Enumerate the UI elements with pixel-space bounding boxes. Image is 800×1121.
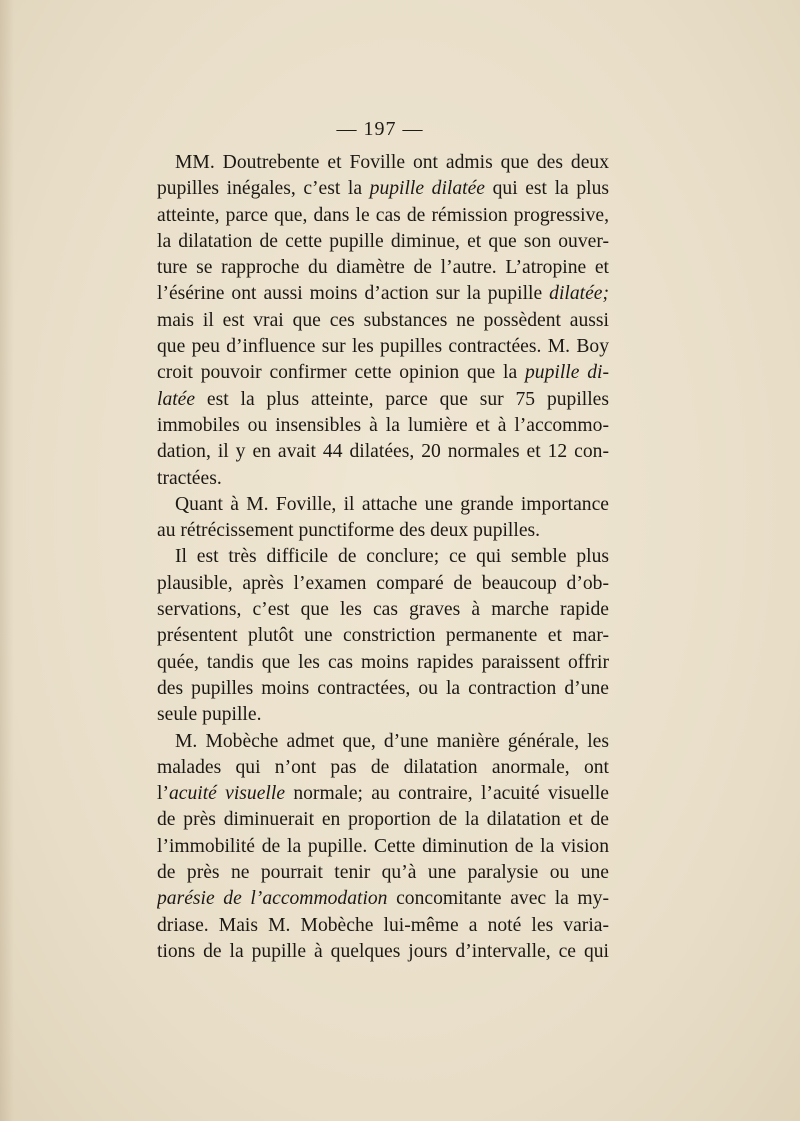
text-segment: Quant à M. Foville, il attache une grande importance — [175, 493, 609, 515]
text-segment: l’ — [157, 783, 169, 805]
text-segment: l’immobilité de la pupille. Cette diminution de la vision — [157, 835, 609, 857]
text-segment: de près ne pourrait tenir qu’à une paralysie ou une — [157, 862, 609, 884]
text-line — [157, 702, 609, 728]
text-segment: croit pouvoir confirmer cette opinion que la — [157, 362, 525, 384]
text-line — [157, 150, 609, 176]
text-segment: quée, tandis que les cas moins rapides paraissent offrir — [157, 651, 609, 673]
text-line — [157, 860, 609, 886]
text-line — [157, 650, 609, 676]
text-line — [157, 308, 609, 334]
text-line — [157, 439, 609, 465]
text-segment: normale; au contraire, l’acuité visuelle — [285, 783, 609, 805]
text-segment: est la plus atteinte, parce que sur 75 pupilles — [195, 388, 609, 410]
text-line — [157, 387, 609, 413]
text-line — [157, 281, 609, 307]
text-line — [157, 913, 609, 939]
text-segment: malades qui n’ont pas de dilatation anormale, ont — [157, 756, 609, 778]
text-line — [157, 518, 609, 544]
italic-text: latée — [157, 388, 196, 410]
text-line — [157, 229, 609, 255]
text-line — [157, 203, 609, 229]
text-line — [157, 255, 609, 281]
text-line — [157, 781, 609, 807]
text-segment: l’ésérine ont aussi moins d’action sur la pupille — [157, 283, 550, 305]
text-segment: au rétrécissement punctiforme des deux pupilles. — [157, 520, 541, 542]
italic-text: pupille di- — [525, 362, 609, 384]
text-line — [157, 544, 609, 570]
text-line — [157, 729, 609, 755]
text-segment: de près diminuerait en proportion de la dilatation et de — [157, 809, 609, 831]
text-line — [157, 334, 609, 360]
text-segment: M. Mobèche admet que, d’une manière générale, les — [175, 730, 609, 752]
text-line — [157, 755, 609, 781]
text-segment: immobiles ou insensibles à la lumière et à l’accommo- — [157, 414, 609, 436]
text-segment: tractées. — [157, 467, 222, 489]
text-line — [157, 597, 609, 623]
text-line — [157, 413, 609, 439]
text-line — [157, 176, 609, 202]
text-line — [157, 676, 609, 702]
text-line — [157, 623, 609, 649]
page-edge-shadow — [0, 0, 14, 1121]
text-segment: servations, c’est que les cas graves à marche rapide — [157, 599, 609, 621]
text-line — [157, 939, 609, 965]
text-segment: driase. Mais M. Mobèche lui-même a noté les varia- — [157, 914, 609, 936]
italic-text: pupille dilatée — [369, 178, 485, 200]
text-segment: Il est très difficile de conclure; ce qui semble plus — [175, 546, 609, 568]
italic-text: acuité visuelle — [168, 783, 286, 805]
body-text — [157, 150, 609, 965]
text-segment: la dilatation de cette pupille diminue, et que son ouver- — [157, 230, 609, 252]
text-segment: mais il est vrai que ces substances ne possèdent aussi — [157, 309, 609, 331]
italic-text: dilatée; — [549, 283, 609, 305]
text-segment: ture se rapproche du diamètre de l’autre. L’atropine et — [157, 257, 609, 279]
page-number: — 197 — — [336, 118, 424, 140]
text-segment: atteinte, parce que, dans le cas de rémission progressive, — [157, 204, 609, 226]
text-segment: MM. Doutrebente et Foville ont admis que des deux — [175, 152, 609, 173]
text-segment: tions de la pupille à quelques jours d’intervalle, ce qui — [157, 940, 609, 962]
italic-text: parésie de l’accommodation — [157, 888, 388, 910]
text-line — [157, 466, 609, 492]
text-segment: plausible, après l’examen comparé de beaucoup d’ob- — [157, 572, 609, 594]
text-segment: concomitante avec la my- — [387, 888, 609, 910]
text-segment: que peu d’influence sur les pupilles contractées. M. Boy — [157, 336, 609, 358]
text-segment: dation, il y en avait 44 dilatées, 20 normales et 12 con- — [157, 441, 609, 463]
text-line — [157, 807, 609, 833]
text-line — [157, 834, 609, 860]
text-line — [157, 360, 609, 386]
text-line — [157, 571, 609, 597]
text-segment: présentent plutôt une constriction permanente et mar- — [157, 625, 609, 647]
text-line — [157, 492, 609, 518]
text-segment: pupilles inégales, c’est la — [157, 178, 370, 200]
text-segment: des pupilles moins contractées, ou la contraction d’une — [157, 677, 609, 699]
text-segment: seule pupille. — [157, 704, 262, 726]
text-segment: qui est la plus — [485, 178, 609, 200]
text-line — [157, 886, 609, 912]
